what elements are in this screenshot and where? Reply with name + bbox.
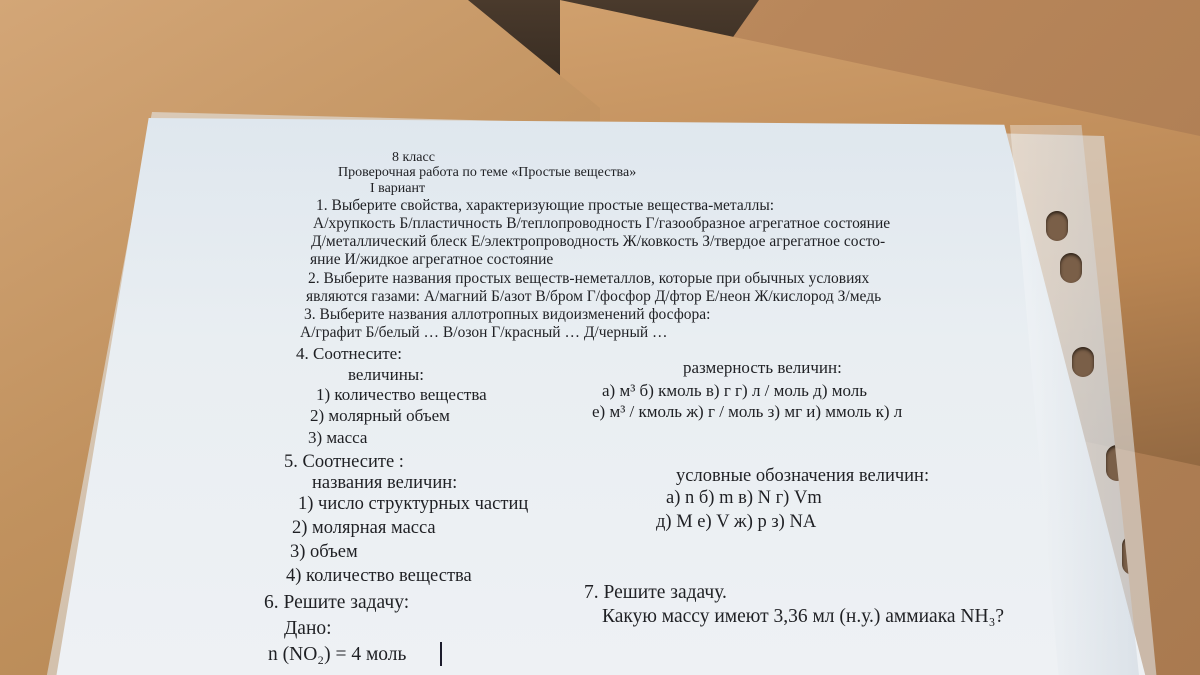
q5-right-header: условные обозначения величин: (676, 466, 930, 486)
q3-question: 3. Выберите названия аллотропных видоизменений фосфора: (304, 306, 711, 323)
q1-options-line2: Д/металлический блеск Е/электропроводность Ж/ковкость З/твердое агрегатное состо- (311, 233, 886, 250)
q1-options-line1: А/хрупкость Б/пластичность В/теплопроводность Г/газообразное агрегатное состояние (313, 215, 891, 232)
q5-item: 4) количество вещества (286, 566, 472, 586)
q4-question: 4. Соотнесите: (296, 344, 402, 363)
q4-right-header: размерность величин: (683, 358, 842, 377)
q4-units-line1: а) м³ б) кмоль в) г г) л / моль д) моль (602, 381, 868, 400)
q6-question: 6. Решите задачу: (264, 592, 410, 613)
q5-item: 2) молярная масса (292, 518, 436, 538)
q5-symbols-line2: д) M е) V ж) p з) NA (656, 512, 817, 532)
q5-item: 1) число структурных частиц (298, 494, 529, 514)
q5-item: 3) объем (290, 542, 358, 562)
q3-options: А/графит Б/белый … В/озон Г/красный … Д/черный … (300, 324, 668, 341)
q4-item: 3) масса (308, 428, 368, 447)
q5-left-header: названия величин: (312, 473, 458, 493)
q4-item: 2) молярный объем (310, 406, 450, 425)
worksheet-title: Проверочная работа по теме «Простые вещества» (338, 165, 637, 180)
variant-label: I вариант (370, 181, 426, 196)
q4-left-header: величины: (348, 365, 424, 384)
q7-question: 7. Решите задачу. (584, 582, 727, 603)
q1-question: 1. Выберите свойства, характеризующие простые вещества-металлы: (316, 197, 775, 214)
q2-question: 2. Выберите названия простых веществ-неметаллов, которые при обычных условиях (308, 270, 870, 287)
q6-formula: n (NO₂) = 4 моль (268, 644, 407, 665)
q2-options: являются газами: А/магний Б/азот В/бром Г/фосфор Д/фтор Е/неон Ж/кислород З/медь (306, 288, 882, 305)
q4-item: 1) количество вещества (316, 385, 487, 404)
q7-problem-text: Какую массу имеют 3,36 мл (н.у.) аммиака NH₃? (602, 606, 1005, 627)
grade-label: 8 класс (392, 150, 435, 165)
q4-units-line2: е) м³ / кмоль ж) г / моль з) мг и) ммоль к) л (592, 402, 903, 421)
q1-options-line3: яние И/жидкое агрегатное состояние (310, 251, 554, 268)
q5-symbols-line1: а) n б) m в) N г) Vm (666, 488, 822, 508)
q6-given-label: Дано: (284, 618, 332, 639)
pen-stroke (440, 642, 442, 666)
q5-question: 5. Соотнесите : (284, 452, 404, 472)
